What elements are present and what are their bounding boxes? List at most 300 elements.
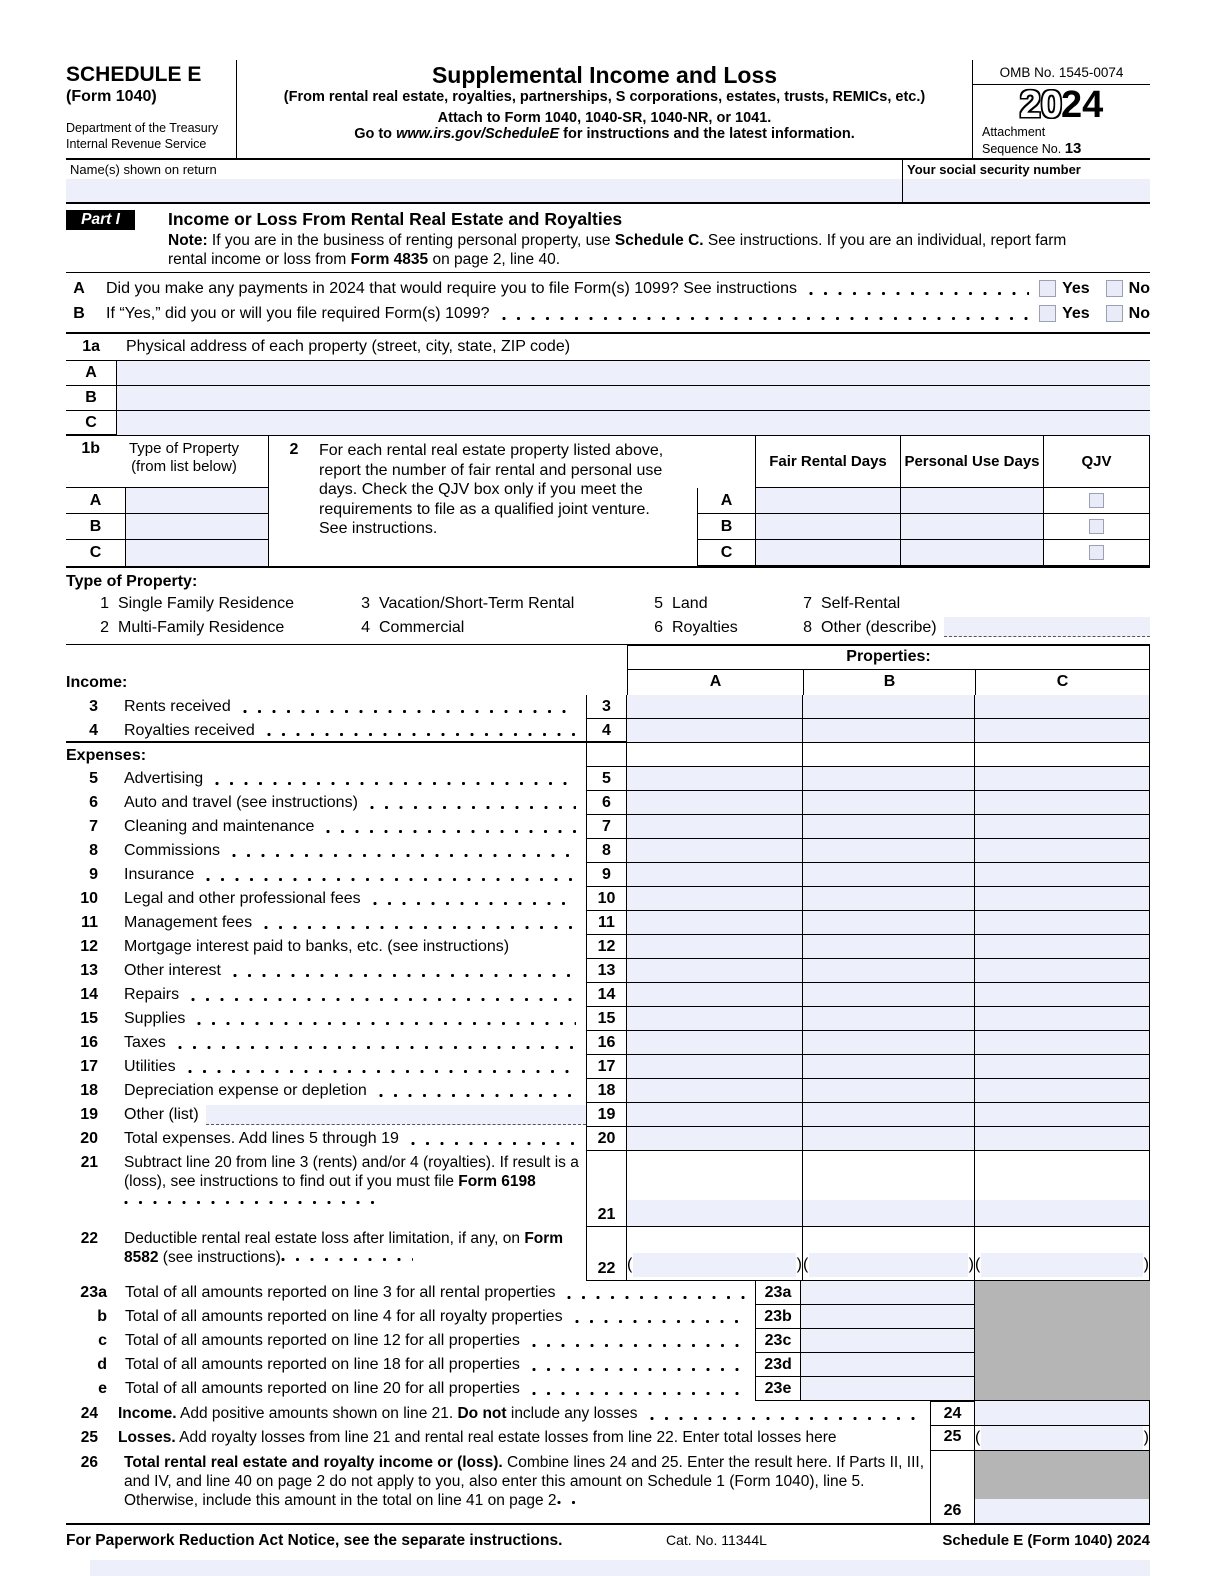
line-9-row [66, 863, 1150, 887]
line-label: Auto and travel (see instructions) [124, 794, 358, 812]
part-1-title-row [66, 209, 1150, 230]
line-21-cell-a [627, 1151, 803, 1227]
line-26-number-box: 26 [930, 1451, 975, 1523]
property-b-qjv-checkbox[interactable] [1089, 519, 1104, 534]
property-c-fair-rental-days-input[interactable] [755, 540, 900, 566]
line-26-cell [975, 1451, 1150, 1523]
line-20-property-b-input[interactable] [803, 1127, 975, 1151]
line-9-property-c-input[interactable] [975, 863, 1150, 887]
line-22-row [66, 1227, 1150, 1281]
question-b-no-label: No [1128, 304, 1150, 322]
line-17-property-b-input[interactable] [803, 1055, 975, 1079]
line-25-label: Losses. Add royalty losses from line 21 and rental real estate losses from line 22. Enter total losses here [118, 1429, 837, 1447]
header-spacer [66, 645, 627, 670]
empty-cell [975, 743, 1150, 767]
other-describe-input[interactable] [944, 617, 1150, 637]
line-label: Management fees [124, 914, 253, 932]
qjv-cell [1043, 488, 1150, 514]
agency-block [66, 121, 230, 152]
type-of-property-table [66, 436, 269, 566]
dot-leader [188, 1069, 576, 1074]
year-outline-digits: 20 [1019, 84, 1062, 126]
dot-leader [575, 1319, 745, 1324]
line-label: Commissions [124, 842, 221, 860]
line-23a-number-box: 23a [755, 1281, 801, 1305]
line-9-property-a-input[interactable] [627, 863, 803, 887]
sequence-line: Sequence No. 13 [982, 140, 1082, 157]
type-option-3: 3 Vacation/Short-Term Rental [361, 595, 575, 613]
attachment-sequence [973, 125, 1150, 158]
line-7-property-a-input[interactable] [627, 815, 803, 839]
question-a-yes-checkbox[interactable] [1039, 280, 1056, 297]
goto-instruction [245, 126, 964, 142]
name-label: Name(s) shown on return [70, 162, 217, 177]
header-spacer [697, 436, 755, 488]
question-2-text: For each rental real estate property listed above, report the number of fair rental and personal use days. Check the QJV box only if you meet the requirements to file as a qualified joint venture. See instructions. [319, 442, 664, 538]
line-22-property-b-input[interactable] [809, 1253, 967, 1277]
line-23d-label: Total of all amounts reported on line 18 for all properties [125, 1356, 520, 1374]
dot-leader [232, 853, 576, 858]
line-21-number-box: 21 [586, 1151, 627, 1227]
line-label: Utilities [124, 1058, 176, 1076]
line-label: Supplies [124, 1010, 186, 1028]
line-22-number: 22 [80, 1230, 98, 1248]
line-3-row [66, 695, 1150, 719]
dot-leader [233, 973, 576, 978]
type-table-header [66, 436, 269, 488]
qjv-header: QJV [1043, 436, 1150, 488]
property-c-personal-use-days-input[interactable] [900, 540, 1043, 566]
line-24-row [66, 1401, 1150, 1425]
type-option-7: 7 Self-Rental [803, 595, 901, 613]
line-21-property-c-input[interactable] [975, 1200, 1149, 1226]
dot-leader [502, 316, 1030, 321]
agency-line-2: Internal Revenue Service [66, 136, 207, 151]
dot-leader [124, 1200, 376, 1205]
days-row-a [697, 488, 1150, 514]
dot-leader [206, 877, 576, 882]
row-letter: A [697, 488, 755, 514]
line-19-row [66, 1103, 1150, 1127]
line-12-property-c-input[interactable] [975, 935, 1150, 959]
line-15-property-c-input[interactable] [975, 1007, 1150, 1031]
line-label: Mortgage interest paid to banks, etc. (see instructions) [124, 938, 510, 956]
income-section-header: Income: [66, 674, 128, 692]
ssn-label: Your social security number [907, 162, 1081, 177]
line-5-number-box: 5 [586, 767, 627, 791]
line-19-property-c-input[interactable] [975, 1103, 1150, 1127]
line-11-property-a-input[interactable] [627, 911, 803, 935]
line-5-row [66, 767, 1150, 791]
shaded-area [975, 1305, 1150, 1329]
line-22-cell-c: ( ) [975, 1227, 1150, 1281]
line-14-property-b-input[interactable] [803, 983, 975, 1007]
line-6-property-b-input[interactable] [803, 791, 975, 815]
line-19-number-box: 19 [586, 1103, 627, 1127]
main-table [66, 645, 1150, 1525]
type-option-2: 2 Multi-Family Residence [100, 619, 285, 637]
line-23e-input[interactable] [801, 1377, 975, 1401]
line-23c-input[interactable] [801, 1329, 975, 1353]
line-5-property-a-input[interactable] [627, 767, 803, 791]
line-17-number-box: 17 [586, 1055, 627, 1079]
line-16-property-b-input[interactable] [803, 1031, 975, 1055]
ssn-cell [902, 160, 1150, 202]
line-18-property-b-input[interactable] [803, 1079, 975, 1103]
line-21-number: 21 [80, 1154, 98, 1172]
property-b-fair-rental-days-input[interactable] [755, 514, 900, 540]
line-number: 10 [80, 890, 98, 908]
line-4-property-a-input[interactable] [627, 719, 803, 742]
type-of-property-list [66, 568, 1150, 645]
line-26-input[interactable] [975, 1499, 1149, 1523]
line-7-row [66, 815, 1150, 839]
form-header [66, 60, 1150, 160]
line-6-property-a-input[interactable] [627, 791, 803, 815]
line-16-property-a-input[interactable] [627, 1031, 803, 1055]
line-11-row [66, 911, 1150, 935]
line-10-property-b-input[interactable] [803, 887, 975, 911]
schedule-label: SCHEDULE E [66, 63, 202, 86]
property-c-address-input[interactable] [117, 411, 1150, 435]
line-5-property-b-input[interactable] [803, 767, 975, 791]
question-a-yes-label: Yes [1062, 279, 1090, 297]
question-a-no-label: No [1128, 279, 1150, 297]
part-1-heading [66, 204, 1150, 273]
line-11-number-box: 11 [586, 911, 627, 935]
dot-leader [215, 781, 576, 786]
line-number: 9 [89, 866, 98, 884]
line-7-property-b-input[interactable] [803, 815, 975, 839]
irs-url[interactable]: www.irs.gov/ScheduleE [396, 126, 560, 143]
bottom-input-strip [90, 1560, 1150, 1576]
column-b-header: B [803, 670, 975, 696]
line-23c-number-box: 23c [755, 1329, 801, 1353]
line-25-input[interactable] [981, 1426, 1142, 1450]
dot-leader [532, 1367, 745, 1372]
shaded-area [975, 1329, 1150, 1353]
line-9-number-box: 9 [586, 863, 627, 887]
type-option-8: 8 Other (describe) [798, 617, 1150, 637]
line-11-property-c-input[interactable] [975, 911, 1150, 935]
line-23b-number: b [97, 1308, 107, 1326]
line-23a-row [66, 1281, 1150, 1305]
line-14-row [66, 983, 1150, 1007]
property-c-type-input[interactable] [126, 540, 269, 566]
line-4-number-box: 4 [586, 719, 627, 742]
property-a-fair-rental-days-input[interactable] [755, 488, 900, 514]
line-6-number-box: 6 [586, 791, 627, 815]
line-24-label: Income. Add positive amounts shown on line 21. Do not include any losses [118, 1404, 638, 1422]
line-18-property-a-input[interactable] [627, 1079, 803, 1103]
dot-leader [243, 709, 576, 714]
line-16-property-c-input[interactable] [975, 1031, 1150, 1055]
line-23d-number: d [97, 1356, 107, 1374]
line-20-number-box: 20 [586, 1127, 627, 1151]
part-1-badge: Part I [66, 210, 135, 230]
dot-leader [326, 829, 576, 834]
address-row-c [66, 411, 1150, 436]
line-number: 16 [80, 1034, 98, 1052]
line-15-property-b-input[interactable] [803, 1007, 975, 1031]
line-25-number: 25 [80, 1429, 98, 1447]
dot-leader [532, 1343, 745, 1348]
line-22-property-a-input[interactable] [633, 1253, 795, 1277]
line-7-property-c-input[interactable] [975, 815, 1150, 839]
line-23e-label: Total of all amounts reported on line 20 for all properties [125, 1380, 520, 1398]
question-a-letter: A [73, 279, 85, 297]
type-option-4: 4 Commercial [361, 619, 465, 637]
line-1b-number: 1b [81, 440, 100, 458]
question-2-block [269, 436, 697, 566]
line-20-property-c-input[interactable] [975, 1127, 1150, 1151]
line-label: Other interest [124, 962, 221, 980]
line-23e-number-box: 23e [755, 1377, 801, 1401]
line-13-property-b-input[interactable] [803, 959, 975, 983]
properties-header: Properties: [627, 645, 1150, 670]
dot-leader [264, 925, 576, 930]
shaded-area [975, 1281, 1150, 1305]
identity-row [66, 160, 1150, 204]
line-23d-number-box: 23d [755, 1353, 801, 1377]
line-24-number: 24 [80, 1404, 98, 1422]
line-11-property-b-input[interactable] [803, 911, 975, 935]
line-9-property-b-input[interactable] [803, 863, 975, 887]
row-letter: B [66, 386, 117, 410]
question-b-row [66, 301, 1150, 326]
line-23c-label: Total of all amounts reported on line 12 for all properties [125, 1332, 520, 1350]
line-10-property-a-input[interactable] [627, 887, 803, 911]
column-header-row [66, 670, 1150, 695]
line-7-number-box: 7 [586, 815, 627, 839]
line-18-number-box: 18 [586, 1079, 627, 1103]
dot-leader [197, 1021, 576, 1026]
expenses-header-row [66, 743, 1150, 767]
line-4-property-c-input[interactable] [975, 719, 1150, 742]
part-1-note: Note: If you are in the business of renting personal property, use Schedule C. See instructions. If you are an individual, report farm rental income or loss from Form 4835 on page 2, line 40. [168, 232, 1067, 268]
fair-rental-days-header: Fair Rental Days [755, 436, 900, 488]
row-letter: B [697, 514, 755, 540]
line-3-property-a-input[interactable] [627, 695, 803, 719]
line-16-number-box: 16 [586, 1031, 627, 1055]
question-b-no-checkbox[interactable] [1106, 305, 1123, 322]
question-b-yes-label: Yes [1062, 304, 1090, 322]
type-table-header-text: Type of Property (from list below) [128, 440, 240, 476]
line-24-input[interactable] [975, 1401, 1150, 1426]
question-b-choices [1039, 305, 1150, 323]
empty-cell [627, 743, 803, 767]
dot-leader [379, 1093, 576, 1098]
form-footer-id: Schedule E (Form 1040) 2024 [942, 1532, 1150, 1550]
name-cell [66, 160, 902, 202]
line-18-property-c-input[interactable] [975, 1079, 1150, 1103]
line-19-number: 19 [80, 1106, 98, 1124]
line-19-other-description-input[interactable] [206, 1105, 586, 1125]
line-label: Insurance [124, 866, 195, 884]
line-14-property-c-input[interactable] [975, 983, 1150, 1007]
shaded-area [975, 1451, 1149, 1499]
expenses-section-header: Expenses: [66, 746, 147, 764]
dot-leader [191, 997, 576, 1002]
question-a-row [66, 276, 1150, 301]
dot-leader [178, 1045, 576, 1050]
paperwork-notice: For Paperwork Reduction Act Notice, see the separate instructions. [66, 1532, 563, 1550]
line-number: 6 [89, 794, 98, 812]
line-23e-number: e [98, 1380, 107, 1398]
property-a-type-input[interactable] [126, 488, 269, 513]
line-24-number-box: 24 [930, 1401, 975, 1426]
form-content [66, 60, 1150, 1554]
section-1b [66, 436, 1150, 568]
qjv-cell [1043, 514, 1150, 540]
header-center-block [237, 60, 973, 158]
line-23b-row [66, 1305, 1150, 1329]
line-23b-input[interactable] [801, 1305, 975, 1329]
line-20-row [66, 1127, 1150, 1151]
line-26-label: 26 Total rental real estate and royalty income or (loss). Combine lines 24 and 25. Enter the result here. If Parts II, III, and IV, and line 40 on page 2 do not apply to you, also enter this amount on Schedule 1 (Form 1040), line 5. Otherwise, include this amount in the total on line 41 on page 2 [66, 1451, 930, 1523]
line-number: 17 [80, 1058, 98, 1076]
line-3-property-c-input[interactable] [975, 695, 1150, 719]
line-15-property-a-input[interactable] [627, 1007, 803, 1031]
type-option-5: 5 Land [654, 595, 708, 613]
type-option-6: 6 Royalties [654, 619, 738, 637]
question-a-no-checkbox[interactable] [1106, 280, 1123, 297]
line-8-property-b-input[interactable] [803, 839, 975, 863]
line-20-property-a-input[interactable] [627, 1127, 803, 1151]
line-3-number-box: 3 [586, 695, 627, 719]
property-a-personal-use-days-input[interactable] [900, 488, 1043, 514]
line-12-row [66, 935, 1150, 959]
line-8-row [66, 839, 1150, 863]
line-8-property-c-input[interactable] [975, 839, 1150, 863]
line-13-property-a-input[interactable] [627, 959, 803, 983]
property-b-address-input[interactable] [117, 386, 1150, 410]
row-letter: C [66, 540, 126, 566]
catalog-number: Cat. No. 11344L [666, 1532, 767, 1549]
line-12-number-box: 12 [586, 935, 627, 959]
line-15-row [66, 1007, 1150, 1031]
line-13-property-c-input[interactable] [975, 959, 1150, 983]
goto-suffix: for instructions and the latest information. [559, 126, 855, 143]
properties-header-row [66, 645, 1150, 670]
line-23a-label: Total of all amounts reported on line 3 for all rental properties [125, 1284, 556, 1302]
line-label: Taxes [124, 1034, 166, 1052]
line-25-cell: ( ) [975, 1425, 1150, 1451]
line-19-property-b-input[interactable] [803, 1103, 975, 1127]
dot-leader [373, 901, 576, 906]
question-b-yes-checkbox[interactable] [1039, 305, 1056, 322]
line-12-property-a-input[interactable] [627, 935, 803, 959]
question-b-text: If “Yes,” did you or will you file required Form(s) 1099? [106, 304, 490, 322]
line-23e-row [66, 1377, 1150, 1401]
property-a-qjv-checkbox[interactable] [1089, 493, 1104, 508]
header-right-block [973, 60, 1150, 158]
type-row-b [66, 514, 269, 540]
line-label: Advertising [124, 770, 204, 788]
line-15-number-box: 15 [586, 1007, 627, 1031]
question-block [66, 273, 1150, 334]
line-4-label: Royalties received [124, 721, 255, 739]
empty-number-box [586, 743, 627, 767]
line-17-property-c-input[interactable] [975, 1055, 1150, 1079]
line-23d-input[interactable] [801, 1353, 975, 1377]
form-title: Supplemental Income and Loss [431, 62, 778, 88]
line-22-property-c-input[interactable] [981, 1253, 1142, 1277]
empty-cell [803, 743, 975, 767]
property-b-type-input[interactable] [126, 514, 269, 539]
qjv-cell [1043, 540, 1150, 566]
line-12-property-b-input[interactable] [803, 935, 975, 959]
address-header [66, 334, 1150, 361]
form-number: (Form 1040) [66, 88, 157, 105]
line-number: 12 [80, 938, 98, 956]
rental-days-header [697, 436, 1150, 488]
row-letter: B [66, 514, 126, 539]
line-6-property-c-input[interactable] [975, 791, 1150, 815]
ssn-input[interactable] [903, 179, 1150, 202]
property-c-qjv-checkbox[interactable] [1089, 545, 1104, 560]
line-8-property-a-input[interactable] [627, 839, 803, 863]
line-21-property-b-input[interactable] [803, 1200, 974, 1226]
line-4-number: 4 [89, 721, 98, 739]
line-10-property-c-input[interactable] [975, 887, 1150, 911]
line-14-number-box: 14 [586, 983, 627, 1007]
type-option-1: 1 Single Family Residence [100, 595, 295, 613]
line-4-property-b-input[interactable] [803, 719, 975, 742]
line-3-property-b-input[interactable] [803, 695, 975, 719]
property-b-personal-use-days-input[interactable] [900, 514, 1043, 540]
line-21-label: 21 Subtract line 20 from line 3 (rents) and/or 4 (royalties). If result is a (loss), see instructions to find out if you must file Form 6198 [66, 1151, 586, 1227]
form-subtitle: (From rental real estate, royalties, partnerships, S corporations, estates, trusts, REMICs, etc.) [283, 89, 926, 106]
line-21-property-a-input[interactable] [627, 1200, 802, 1226]
type-row-a [66, 488, 269, 514]
line-5-property-c-input[interactable] [975, 767, 1150, 791]
days-row-c [697, 540, 1150, 566]
dot-leader [650, 1416, 920, 1421]
line-23a-number: 23a [80, 1284, 107, 1302]
question-b-letter: B [73, 304, 85, 322]
line-number: 11 [81, 914, 98, 932]
line-1a-label: Physical address of each property (street, city, state, ZIP code) [126, 338, 571, 356]
name-input[interactable] [66, 179, 902, 202]
line-22-label: 22 Deductible rental real estate loss after limitation, if any, on Form 8582 (see instructions) [66, 1227, 586, 1281]
header-left-block [66, 60, 237, 158]
line-number: 13 [80, 962, 98, 980]
address-row-b [66, 386, 1150, 411]
line-23c-number: c [98, 1332, 107, 1350]
property-a-address-input[interactable] [117, 361, 1150, 385]
omb-number: OMB No. 1545-0074 [973, 60, 1150, 85]
line-number: 5 [89, 770, 98, 788]
line-23b-label: Total of all amounts reported on line 4 for all royalty properties [125, 1308, 563, 1326]
line-18-row [66, 1079, 1150, 1103]
line-14-property-a-input[interactable] [627, 983, 803, 1007]
line-6-row [66, 791, 1150, 815]
line-25-row [66, 1425, 1150, 1451]
line-23a-input[interactable] [801, 1281, 975, 1305]
line-21-row [66, 1151, 1150, 1227]
dot-leader [370, 805, 576, 810]
line-10-row [66, 887, 1150, 911]
line-3-label: Rents received [124, 698, 231, 716]
line-19-property-a-input[interactable] [627, 1103, 803, 1127]
line-25-number-box: 25 [930, 1425, 975, 1451]
line-number: 15 [80, 1010, 98, 1028]
line-label: Cleaning and maintenance [124, 818, 315, 836]
personal-use-days-header: Personal Use Days [900, 436, 1043, 488]
line-17-property-a-input[interactable] [627, 1055, 803, 1079]
agency-line-1: Department of the Treasury [66, 121, 219, 135]
